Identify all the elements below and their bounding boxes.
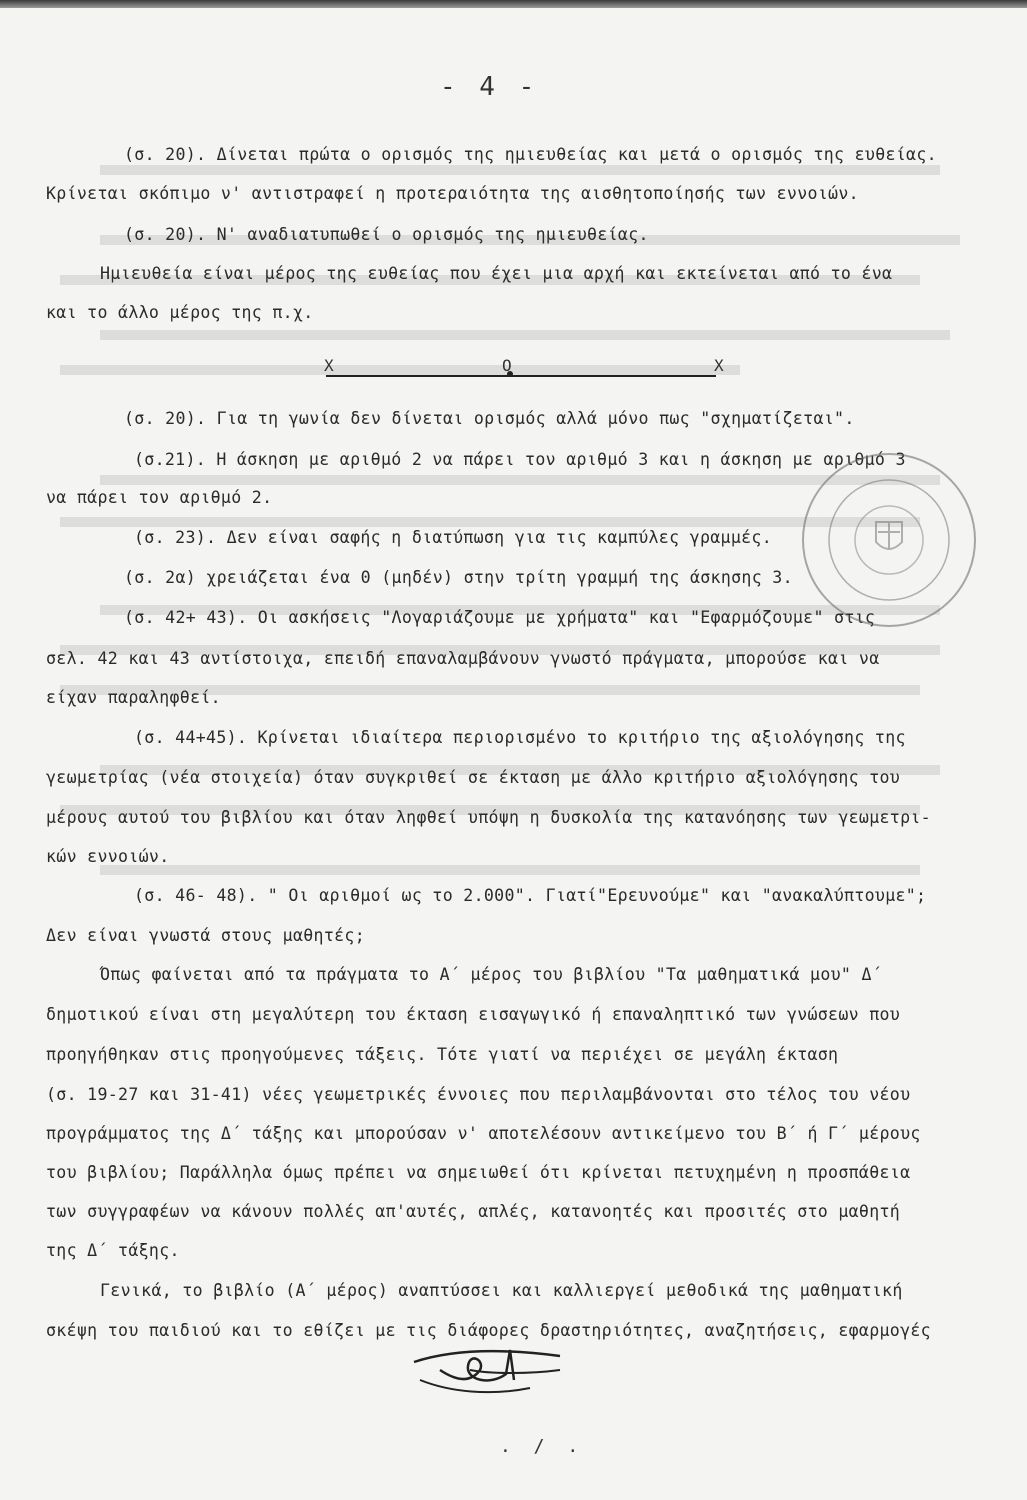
text-line: (σ. 46- 48). " Οι αριθμοί ως το 2.000". Γιατί"Ερευνούμε" και "ανακαλύπτουμε"; — [134, 886, 927, 905]
text-line: (σ. 2α) χρειάζεται ένα 0 (μηδέν) στην τρίτη γραμμή της άσκησης 3. — [124, 568, 793, 587]
text-line: Γενικά, το βιβλίο (Α΄ μέρος) αναπτύσσει και καλλιεργεί μεθοδικά της μαθηματική — [100, 1281, 903, 1300]
text-line: Δεν είναι γνωστά στους μαθητές; — [46, 926, 365, 945]
ray-right-label: X — [714, 356, 724, 375]
text-line: (σ. 44+45). Κρίνεται ιδιαίτερα περιορισμένο το κριτήριο της αξιολόγησης της — [134, 728, 906, 747]
text-line: μέρους αυτού του βιβλίου και όταν ληφθεί υπόψη η δυσκολία της κατανόησης των γεωμετρι- — [46, 808, 931, 827]
text-line: προηγήθηκαν στις προηγούμενες τάξεις. Τότε γιατί να περιέχει σε μεγάλη έκταση — [46, 1045, 839, 1064]
text-line: γεωμετρίας (νέα στοιχεία) όταν συγκριθεί σε έκταση με άλλο κριτήριο αξιολόγησης του — [46, 768, 901, 787]
text-line: (σ. 20). Δίνεται πρώτα ο ορισμός της ημιευθείας και μετά ο ορισμός της ευθείας. — [124, 145, 937, 164]
text-line: σκέψη του παιδιού και το εθίζει με τις διάφορες δραστηριότητες, αναζητήσεις, εφαρμογές — [46, 1321, 931, 1340]
text-line: να πάρει τον αριθμό 2. — [46, 488, 273, 507]
text-line: (σ. 20). Ν' αναδιατυπωθεί ο ορισμός της ημιευθείας. — [124, 225, 649, 244]
ray-line — [326, 358, 736, 388]
text-line: των συγγραφέων να κάνουν πολλές απ'αυτές, απλές, κατανοητές και προσιτές στο μαθητή — [46, 1202, 901, 1221]
text-line: του βιβλίου; Παράλληλα όμως πρέπει να σημειωθεί ότι κρίνεται πετυχημένη η προσπάθεια — [46, 1163, 911, 1182]
text-line: και το άλλο μέρος της π.χ. — [46, 303, 314, 322]
ray-left-label: X — [324, 356, 334, 375]
text-line: δημοτικού είναι στη μεγαλύτερη του έκταση εισαγωγικό ή επαναληπτικό των γνώσεων που — [46, 1005, 901, 1024]
ray-diagram — [326, 358, 736, 388]
text-line: προγράμματος της Δ΄ τάξης και μπορούσαν ν' αποτελέσουν αντικείμενο του Β΄ ή Γ΄ μέρους — [46, 1124, 921, 1143]
continuation-mark: . / . — [500, 1436, 585, 1457]
text-line: (σ.21). Η άσκηση με αριθμό 2 να πάρει τον αριθμό 3 και η άσκηση με αριθμό 3 — [134, 450, 906, 469]
text-line: Κρίνεται σκόπιμο ν' αντιστραφεί η προτεραιότητα της αισθητοποίησής των εννοιών. — [46, 184, 859, 203]
text-line: είχαν παραληφθεί. — [46, 688, 221, 707]
scan-edge — [0, 0, 1027, 8]
text-line: σελ. 42 και 43 αντίστοιχα, επειδή επαναλαμβάνουν γνωστό πράγματα, μπορούσε και να — [46, 649, 880, 668]
text-line: (σ. 19-27 και 31-41) νέες γεωμετρικές έννοιες που περιλαμβάνονται στο τέλος του νέου — [46, 1085, 911, 1104]
page-number: - 4 - — [440, 72, 539, 102]
text-line: (σ. 23). Δεν είναι σαφής η διατύπωση για τις καμπύλες γραμμές. — [134, 528, 772, 547]
text-line: Όπως φαίνεται από τα πράγματα το Α΄ μέρος του βιβλίου "Τα μαθηματικά μου" Δ΄ — [100, 965, 883, 984]
handwritten-signature — [410, 1340, 570, 1400]
text-line: (σ. 42+ 43). Οι ασκήσεις "Λογαριάζουμε με χρήματα" και "Εφαρμόζουμε" στις — [124, 608, 876, 627]
text-line: κών εννοιών. — [46, 847, 170, 866]
text-line: (σ. 20). Για τη γωνία δεν δίνεται ορισμός αλλά μόνο πως "σχηματίζεται". — [124, 409, 855, 428]
ray-origin-label: O — [502, 356, 512, 375]
official-stamp — [786, 450, 992, 630]
text-line: της Δ΄ τάξης. — [46, 1241, 180, 1260]
text-line: Ημιευθεία είναι μέρος της ευθείας που έχει μια αρχή και εκτείνεται από το ένα — [100, 264, 893, 283]
